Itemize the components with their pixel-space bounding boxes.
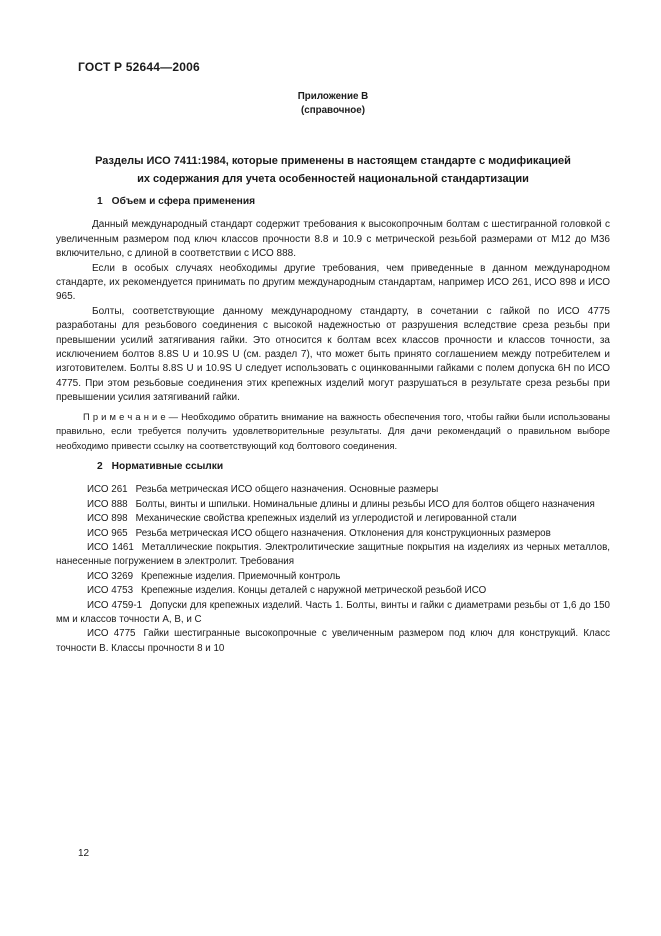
appendix-block xyxy=(56,90,610,118)
reference-code: ИСО 965 xyxy=(87,527,128,539)
reference-code: ИСО 1461 xyxy=(87,541,134,553)
note-paragraph: П р и м е ч а н и е — Необходимо обратить внимание на важность обеспечения того, чтобы гайки были использованы правильно, если требуется получить удовлетворительные результаты. Для дачи рекомендаций о правильном выборе необходимо привести ссылку на соответствующий код болтового соединения. xyxy=(56,410,610,451)
reference-code: ИСО 4753 xyxy=(87,585,134,597)
document-title-line1: Разделы ИСО 7411:1984, которые применены в настоящем стандарте с модификацией xyxy=(95,155,571,167)
reference-item xyxy=(56,570,610,584)
paragraph-scope-3: Болты, соответствующие данному международному стандарту, в сочетании с гайкой по ИСО 4775 разработаны для резьбового соединения с высокой надежностью от разрушения вследствие среза резьбы при превышении усилий затягивания гайки. Это относится к болтам всех классов прочности и классов точности, за исключением болтов 8.8S U и 10.9S U (см. раздел 7), что может быть принято соглашением между потребителем и изготовителем. Болты 8.8S U и 10.9S U следует использовать с оцинкованными гайками с полем допуска 6Н по ИСО 4775. При этом резьбовые соединения этих крепежных изделий могут разрушаться в результате среза резьбы при превышении усилия затягиваний гайки. xyxy=(56,305,610,404)
reference-item xyxy=(56,627,610,656)
section-1-number: 1 xyxy=(97,196,103,207)
reference-code: ИСО 888 xyxy=(87,498,128,510)
reference-code: ИСО 261 xyxy=(87,484,128,496)
reference-item xyxy=(56,541,610,570)
reference-code: ИСО 4759-1 xyxy=(87,599,143,611)
reference-title: Резьба метрическая ИСО общего назначения. Отклонения для конструкционных размеров xyxy=(135,527,551,539)
reference-item xyxy=(56,584,610,598)
reference-title: Механические свойства крепежных изделий из углеродистой и легированной стали xyxy=(135,513,517,525)
reference-code: ИСО 3269 xyxy=(87,570,134,582)
reference-title: Резьба метрическая ИСО общего назначения. Основные размеры xyxy=(135,484,439,496)
section-2-heading xyxy=(97,460,610,474)
reference-title: Гайки шестигранные высокопрочные с увеличенным размером под ключ для конструкций. Класс точности В. Классы прочности 8 и 10 xyxy=(56,628,610,654)
paragraph-scope-1: Данный международный стандарт содержит требования к высокопрочным болтам с шестигранной головкой с увеличенным размером под ключ классов прочности 8.8 и 10.9 с метрической резьбой размерами от М12 до М36 включительно, с длиной в соответствии с ИСО 888. xyxy=(56,219,610,260)
paragraph-scope-2: Если в особых случаях необходимы другие требования, чем приведенные в данном международном стандарте, их рекомендуется принимать по другим международным стандартам, например ИСО 261, ИСО 898 и ИСО 965. xyxy=(56,262,610,303)
section-2-number: 2 xyxy=(97,460,103,472)
doc-code: ГОСТ Р 52644—2006 xyxy=(78,60,200,74)
document-body xyxy=(56,195,610,656)
reference-title: Крепежные изделия. Приемочный контроль xyxy=(141,570,341,582)
page-number: 12 xyxy=(78,848,90,859)
reference-title: Металлические покрытия. Электролитические защитные покрытия на изделиях из черных металлов, нанесенные погружением в электролит. Требования xyxy=(56,541,610,568)
reference-item xyxy=(56,527,610,541)
section-1-heading xyxy=(97,195,610,209)
document-title-line2: их содержания для учета особенностей национальной стандартизации xyxy=(137,173,529,185)
references-list xyxy=(56,483,610,656)
reference-item xyxy=(56,599,610,628)
appendix-kind: (справочное) xyxy=(301,105,365,116)
reference-title: Допуски для крепежных изделий. Часть 1. Болты, винты и гайки с диаметрами резьбы от 1,6 до 150 мм и классов точности А, В, и С xyxy=(56,599,610,625)
section-2-title: Нормативные ссылки xyxy=(111,460,224,472)
reference-title: Болты, винты и шпильки. Номинальные длины и длины резьбы ИСО для болтов общего назначения xyxy=(135,498,595,510)
reference-item xyxy=(56,498,610,512)
reference-item xyxy=(56,512,610,526)
reference-title: Крепежные изделия. Концы деталей с наружной метрической резьбой ИСО xyxy=(141,585,487,597)
reference-code: ИСО 898 xyxy=(87,513,128,525)
reference-item xyxy=(56,483,610,497)
document-title xyxy=(48,152,618,188)
reference-code: ИСО 4775 xyxy=(87,628,136,640)
section-1-title: Объем и сфера применения xyxy=(111,196,256,207)
appendix-label: Приложение В xyxy=(297,91,369,102)
